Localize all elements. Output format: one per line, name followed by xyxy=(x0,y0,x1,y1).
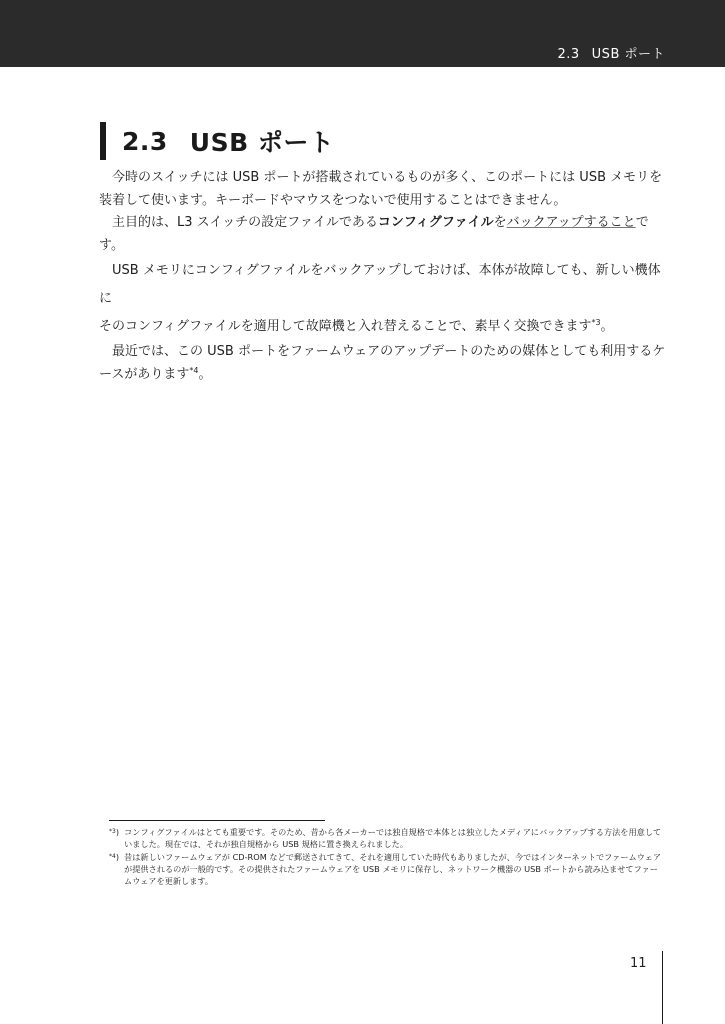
heading-number: 2.3 xyxy=(122,126,168,156)
footnote-4 xyxy=(109,851,665,887)
paragraph-3 xyxy=(99,257,667,313)
paragraph-2-particle: を xyxy=(493,215,507,231)
footnote-3 xyxy=(109,826,665,850)
page-number-rule xyxy=(662,951,663,1024)
paragraph-3-line-2: そのコンフィグファイルを適用して故障機と入れ替えることで、素早く交換できます xyxy=(99,319,592,335)
paragraph-3-end: 。 xyxy=(600,319,614,335)
paragraph-3-cont xyxy=(99,313,667,341)
paragraph-4-text: 最近では、この USB ポートをファームウェアのアップデートのための媒体としても利用するケースがあります xyxy=(99,344,666,382)
underlined-phrase-backup: バックアップすること xyxy=(506,215,636,231)
heading-title: USB ポート xyxy=(189,128,335,157)
footnotes xyxy=(109,826,665,888)
paragraph-4 xyxy=(99,341,667,386)
paragraph-2-end: です。 xyxy=(99,215,649,253)
footnote-ref-4: *4 xyxy=(189,365,199,375)
footnote-rule xyxy=(109,820,325,821)
bold-term-config-file: コンフィグファイル xyxy=(377,215,494,231)
paragraph-4-end: 。 xyxy=(198,366,212,382)
section-heading xyxy=(100,121,334,161)
paragraph-2 xyxy=(99,212,667,257)
footnote-text: コンフィグファイルはとても重要です。そのため、昔から各メーカーでは独自規格で本体とは独立したメディアにバックアップする方法を用意していました。現在では、それが独自規格から USB 規格に置き換えられました。 xyxy=(124,827,662,849)
running-head-title: USB ポート xyxy=(591,47,665,62)
body-text xyxy=(99,167,667,387)
footnote-text: 昔は新しいファームウェアが CD-ROM などで郵送されてきて、それを適用していた時代もありましたが、今ではインターネットでファームウェアが提供されるのが一般的です。その提供されたファームウェアを USB メモリに保存し、ネットワーク機器の USB ポートから読み込ませてファームウェアを更新します。 xyxy=(124,852,661,886)
header-band xyxy=(0,0,725,67)
heading-bar xyxy=(100,122,106,160)
footnote-mark: $^{*3}$) xyxy=(109,827,120,837)
paragraph-3-line-1: USB メモリにコンフィグファイルをバックアップしておけば、本体が故障しても、新しい機体に xyxy=(99,263,661,307)
running-head-number: 2.3 xyxy=(557,47,580,62)
page-number: 11 xyxy=(630,956,647,971)
footnote-mark: $^{*4}$) xyxy=(109,852,120,862)
footnote-ref-3: *3 xyxy=(591,318,601,328)
paragraph-2-start: 主目的は、L3 スイッチの設定ファイルである xyxy=(112,215,378,231)
running-head xyxy=(557,43,665,62)
paragraph-1: 今時のスイッチには USB ポートが搭載されているものが多く、このポートには USB メモリを装着して使います。キーボードやマウスをつないで使用することはできません。 xyxy=(99,170,663,208)
